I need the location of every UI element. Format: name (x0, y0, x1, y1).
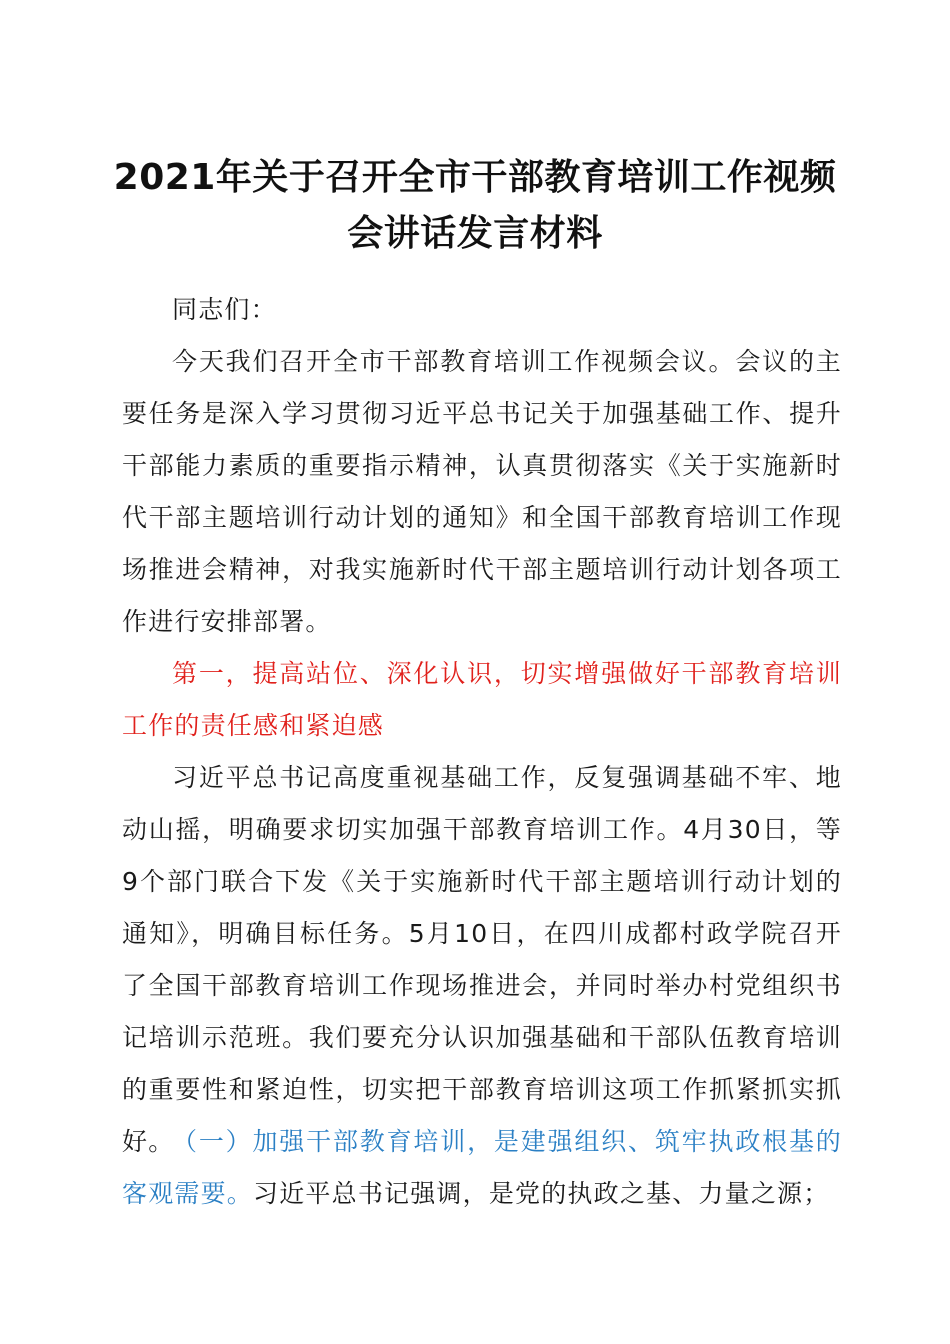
subsection-text: 习近平总书记强调，是党的执政之基、力量之源； (253, 1179, 830, 1208)
paragraph-section1: 习近平总书记高度重视基础工作，反复强调基础不牢、地动山摇，明确要求切实加强干部教育培训工作。4月30日，等9个部门联合下发《关于实施新时代干部主题培训行动计划的通知》，明确目标任务。5月10日，在四川成都村政学院召开了全国干部教育培训工作现场推进会，并同时举办村党组织书记培训示范班。我们要充分认识加强基础和干部队伍教育培训的重要性和紧迫性，切实把干部教育培训这项工作抓紧抓实抓好。 (122, 763, 842, 1156)
document-title-line1: 2021年关于召开全市干部教育培训工作视频 (113, 157, 837, 198)
paragraph-subsection1 (122, 1116, 842, 1220)
paragraph-intro: 今天我们召开全市干部教育培训工作视频会议。会议的主要任务是深入学习贯彻习近平总书记关于加强基础工作、提升干部能力素质的重要指示精神，认真贯彻落实《关于实施新时代干部主题培训行动计划的通知》和全国干部教育培训工作现场推进会精神，对我实施新时代干部主题培训行动计划各项工作进行安排部署。 (122, 347, 842, 636)
salutation-text: 同志们： (172, 295, 277, 324)
document-title-line2: 会讲话发言材料 (347, 213, 603, 254)
salutation (122, 284, 842, 336)
subsection-heading: （一）加强干部教育培训，是建强组织、筑牢执政根基的客观需要。 (122, 1127, 842, 1208)
section-heading-1: 第一，提高站位、深化认识，切实增强做好干部教育培训工作的责任感和紧迫感 (122, 659, 842, 740)
